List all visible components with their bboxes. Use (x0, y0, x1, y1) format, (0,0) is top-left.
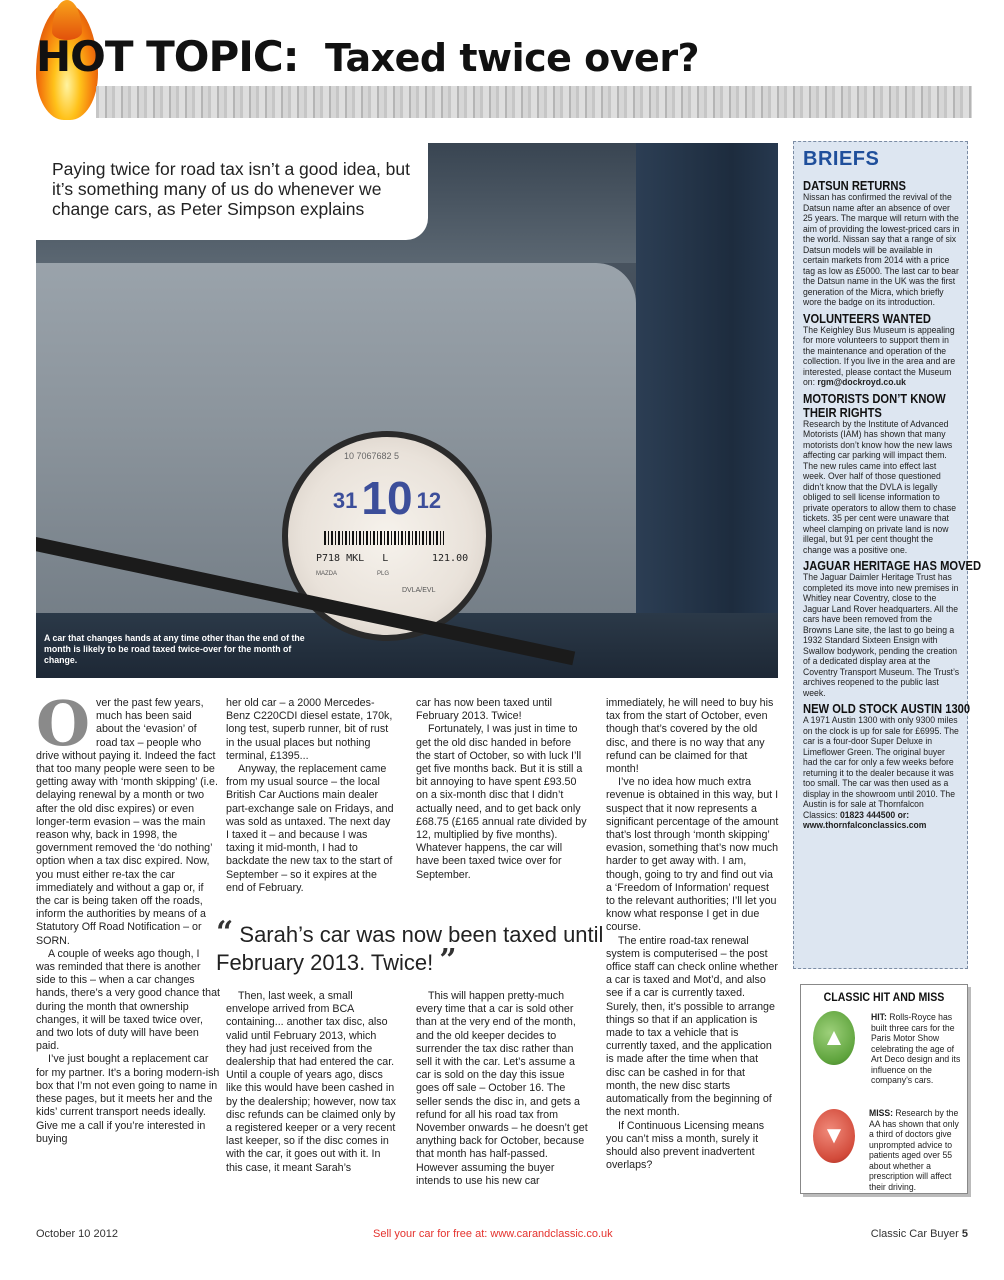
photo-caption: A car that changes hands at any time other than the end of the month is likely to be road taxed twice-over for the month of change. (44, 633, 305, 665)
tax-disc-serial: 10 7067682 5 (344, 451, 400, 461)
page-number: 5 (961, 1228, 968, 1240)
article-paragraph: Over the past few years, much has been said about the ‘evasion’ of road tax – people who drive without paying it. Indeed the fact that too many people were seen to be getting away with ‘month skipping’ (i.e. delaying renewal by a month or two after the old disc expires) or even longer-term evasion – was the main reason why, back in 1998, the government removed the ‘do nothing’ option when a tax disc expired. Now, you must either re-tax the car immediately and without a gap or, if the car is being taken off the roads, inform the authorities by means of a Statutory Off Road Notification – or SORN. (36, 687, 218, 947)
article-paragraph: This will happen pretty-much every time that a car is sold other than at the very end of the month, and the old keeper decides to surrender the tax disc rather than sell it with the car. Let’s assume a car is sold on the day this issue goes off sale – October 16. The seller sends the disc in, and gets a refund for all his road tax from November onwards – he doesn’t get anything back for October, because that month has half-passed. However assuming the buyer intends to use his new car (416, 990, 588, 1187)
brief-body: The Jaguar Daimler Heritage Trust has completed its move into new premises in Whitley near Coventry, close to the Jaguar Land Rover headquarters. All the cars have been removed from the Browns Lane site, the last to go being a 1932 Standard Sixteen Ensign with Swallow bodywork, pending the creation of a dedicated display area at the Coventry Transport Museum. The Trust’s archives reopened to the public last week. (803, 572, 960, 699)
hit-and-miss-box (800, 984, 968, 1194)
article-paragraph: immediately, he will need to buy his tax from the start of October, even though that’s covered by the old disc, and there is no way that any refund can be claimed for that month! (606, 697, 774, 776)
article-column-3-lower (416, 990, 588, 1188)
thumbs-down-icon: ▼ (813, 1109, 855, 1163)
hit-text: HIT: Rolls-Royce has built three cars for the Paris Motor Show celebrating the age of Art Deco design and its influence on the company’s cars. (871, 1012, 961, 1086)
tax-disc-expiry (302, 471, 472, 525)
open-quote-icon: “ (216, 915, 234, 950)
article-paragraph: Anyway, the replacement came from my usual source – the local British Car Auctions main dealer part-exchange sale on Fridays, and was sold as untaxed. The next day I taxed it – and because I was taxing it mid-month, I had to backdate the new tax to the start of September – so it expires at the end of February. (226, 763, 394, 894)
article-paragraph: The entire road-tax renewal system is computerised – the post office staff can check online whether a car is taxed and Mot’d, and also see if a car is currently taxed. Surely, then, it’s possible to arrange things so that if an application is made to tax a vehicle that is currently taxed, and the application is made after the time when that disc can be cashed in for that month, the new disc starts automatically from the beginning of the next month. (606, 934, 778, 1119)
briefs-sidebar (793, 141, 982, 969)
title-kicker: HOT TOPIC: (36, 32, 299, 81)
hit-and-miss-title: CLASSIC HIT AND MISS (823, 992, 945, 1004)
brief-heading: MOTORISTS DON’T KNOW THEIR RIGHTS (803, 390, 946, 420)
brief-body: The Keighley Bus Museum is appealing for more volunteers to support them in the maintenance and operation of the collection. If you live in the area and are interested, please contact the Museum on: rgm@dockroyd.co.uk (803, 324, 956, 388)
article-column-2 (226, 697, 396, 895)
brief-body: A 1971 Austin 1300 with only 9300 miles on the clock is up for sale for £6995. The car is a four-door Super Deluxe in Limeflower Green. The original buyer had the car for only a few weeks before returning it to the dealer because it was too small. The car was then used as a display in the showroom until 2010. The Austin is for sale at Thornfalcon Classics: 01823 444500 or: www.thornfalconclassics.com (803, 715, 959, 831)
article-column-2-lower (226, 990, 396, 1175)
thumbs-up-icon: ▲ (813, 1011, 855, 1065)
close-quote-icon: ” (439, 943, 457, 978)
brief-contact[interactable]: 01823 444500 or: www.thornfalconclassics.com (803, 809, 927, 831)
tyre-tread-banner (96, 86, 972, 118)
pull-quote-text: Sarah’s car was now been taxed until February 2013. Twice! (216, 922, 604, 975)
footer-date: October 10 2012 (36, 1228, 118, 1240)
article-column-3 (416, 697, 588, 882)
article-paragraph: Fortunately, I was just in time to get the old disc handed in before the start of October, so with luck I’ll get five months back. But it is still a bit annoying to have spent £93.50 on a six-month disc that I didn’t actually need, and to get back only £68.75 (£165 annual rate divided by 12, multiplied by five months). Whatever happens, the car will have been taxed twice over for September. (416, 723, 587, 881)
footer-promo-link[interactable]: Sell your car for free at: www.carandclassic.co.uk (373, 1228, 613, 1240)
title-headline: Taxed twice over? (324, 36, 700, 80)
tax-disc-price: 121.00 (432, 553, 469, 564)
brief-contact[interactable]: rgm@dockroyd.co.uk (817, 377, 906, 388)
tax-disc-day: 31 (332, 488, 358, 513)
tax-disc-make: MAZDA PLG (316, 571, 390, 577)
briefs-title: BRIEFS (803, 148, 880, 170)
brief-heading: VOLUNTEERS WANTED (803, 310, 931, 326)
article-paragraph: If Continuous Licensing means you can’t miss a month, surely it should also prevent inadvertent overlaps? (606, 1119, 765, 1172)
barcode-icon (324, 531, 444, 545)
footer-folio: Classic Car Buyer 5 (870, 1228, 968, 1240)
tax-disc-year: 12 (416, 488, 442, 513)
standfirst: Paying twice for road tax isn’t a good idea, but it’s something many of us do whenever we change cars, as Peter Simpson explains (36, 143, 428, 240)
tax-disc-office: DVLA/EVL (402, 587, 436, 594)
brief-heading: JAGUAR HERITAGE HAS MOVED (803, 558, 982, 573)
article-column-4 (606, 697, 780, 1172)
tax-disc-month: 10 (361, 472, 413, 524)
page-title (36, 32, 699, 81)
miss-text: MISS: Research by the AA has shown that only a third of doctors give unprompted advice to patients aged over 55 about whether a prescription will affect their driving. (869, 1108, 959, 1193)
article-paragraph: A couple of weeks ago though, I was reminded that there is another side to this – when a car changes hands, there’s a very good chance that during the month that ownership changes, it will be taxed twice over, and two lots of duty will have been paid. (36, 947, 220, 1053)
page-header (0, 0, 1004, 130)
article-column-1 (36, 687, 220, 1146)
article-paragraph: I’ve no idea how much extra revenue is obtained in this way, but I suspect that it now represents a significant percentage of the amount that’s lost through ‘month skipping’ evasion, something that’s now much harder to get away with. I am, though, going to try and find out via a ‘Freedom of Information’ request to the relevant authorities; I’ll let you know what response I get in due course. (606, 776, 779, 934)
article-paragraph: I’ve just bought a replacement car for my partner. It’s a boring modern-ish box that I’m not even going to name in these pages, but it meets her and the kids’ current transport needs ideally. Give me a call if you’re interested in buying (36, 1053, 220, 1145)
drop-cap: O (36, 687, 91, 760)
tax-disc-reg: P718 MKL L (316, 553, 389, 564)
brief-body: Nissan has confirmed the revival of the Datsun name after an absence of over 25 years. The marque will return with the aim of providing the lowest-priced cars in the world. Nissan say that a range of six Datsun models will be available in certain markets from 2014 with a price tag as low as £5000. The last car to bear the Datsun name in the UK was the first generation of the Micra, which briefly wore the badge on its introduction. (803, 192, 960, 308)
pull-quote (216, 915, 606, 978)
article-paragraph: her old car – a 2000 Mercedes-Benz C220CDI diesel estate, 170k, long test, superb runner, bit of rust in the usual places but nothing terminal, £1395... (226, 697, 393, 762)
article-paragraph: car has now been taxed until February 2013. Twice! (416, 697, 553, 723)
brief-heading: DATSUN RETURNS (803, 178, 906, 193)
photo-a-pillar (636, 143, 778, 678)
brief-heading: NEW OLD STOCK AUSTIN 1300 (803, 701, 971, 716)
article-paragraph: Then, last week, a small envelope arrived from BCA containing... another tax disc, also valid until February 2013, which they had just received from the dealership that had entered the car. Until a couple of years ago, discs like this would have been cashed in by the dealership; however, now tax disc refunds can be claimed only by a registered keeper or a very recent last keeper, so if the disc comes in with the car, it goes out with it. In this case, it meant Sarah’s (226, 990, 396, 1174)
brief-body: Research by the Institute of Advanced Motorists (IAM) has shown that many motorists don’t know how the new laws affecting car parking will impact them. The new rules came into effect last week. Over half of those questioned didn’t know that the DVLA is legally obliged to sell license information to private operators to allow them to chase tickets. 35 per cent were unaware that wheel clamping on private land is now illegal, but 91 per cent thought the change was a positive one. (803, 418, 957, 556)
